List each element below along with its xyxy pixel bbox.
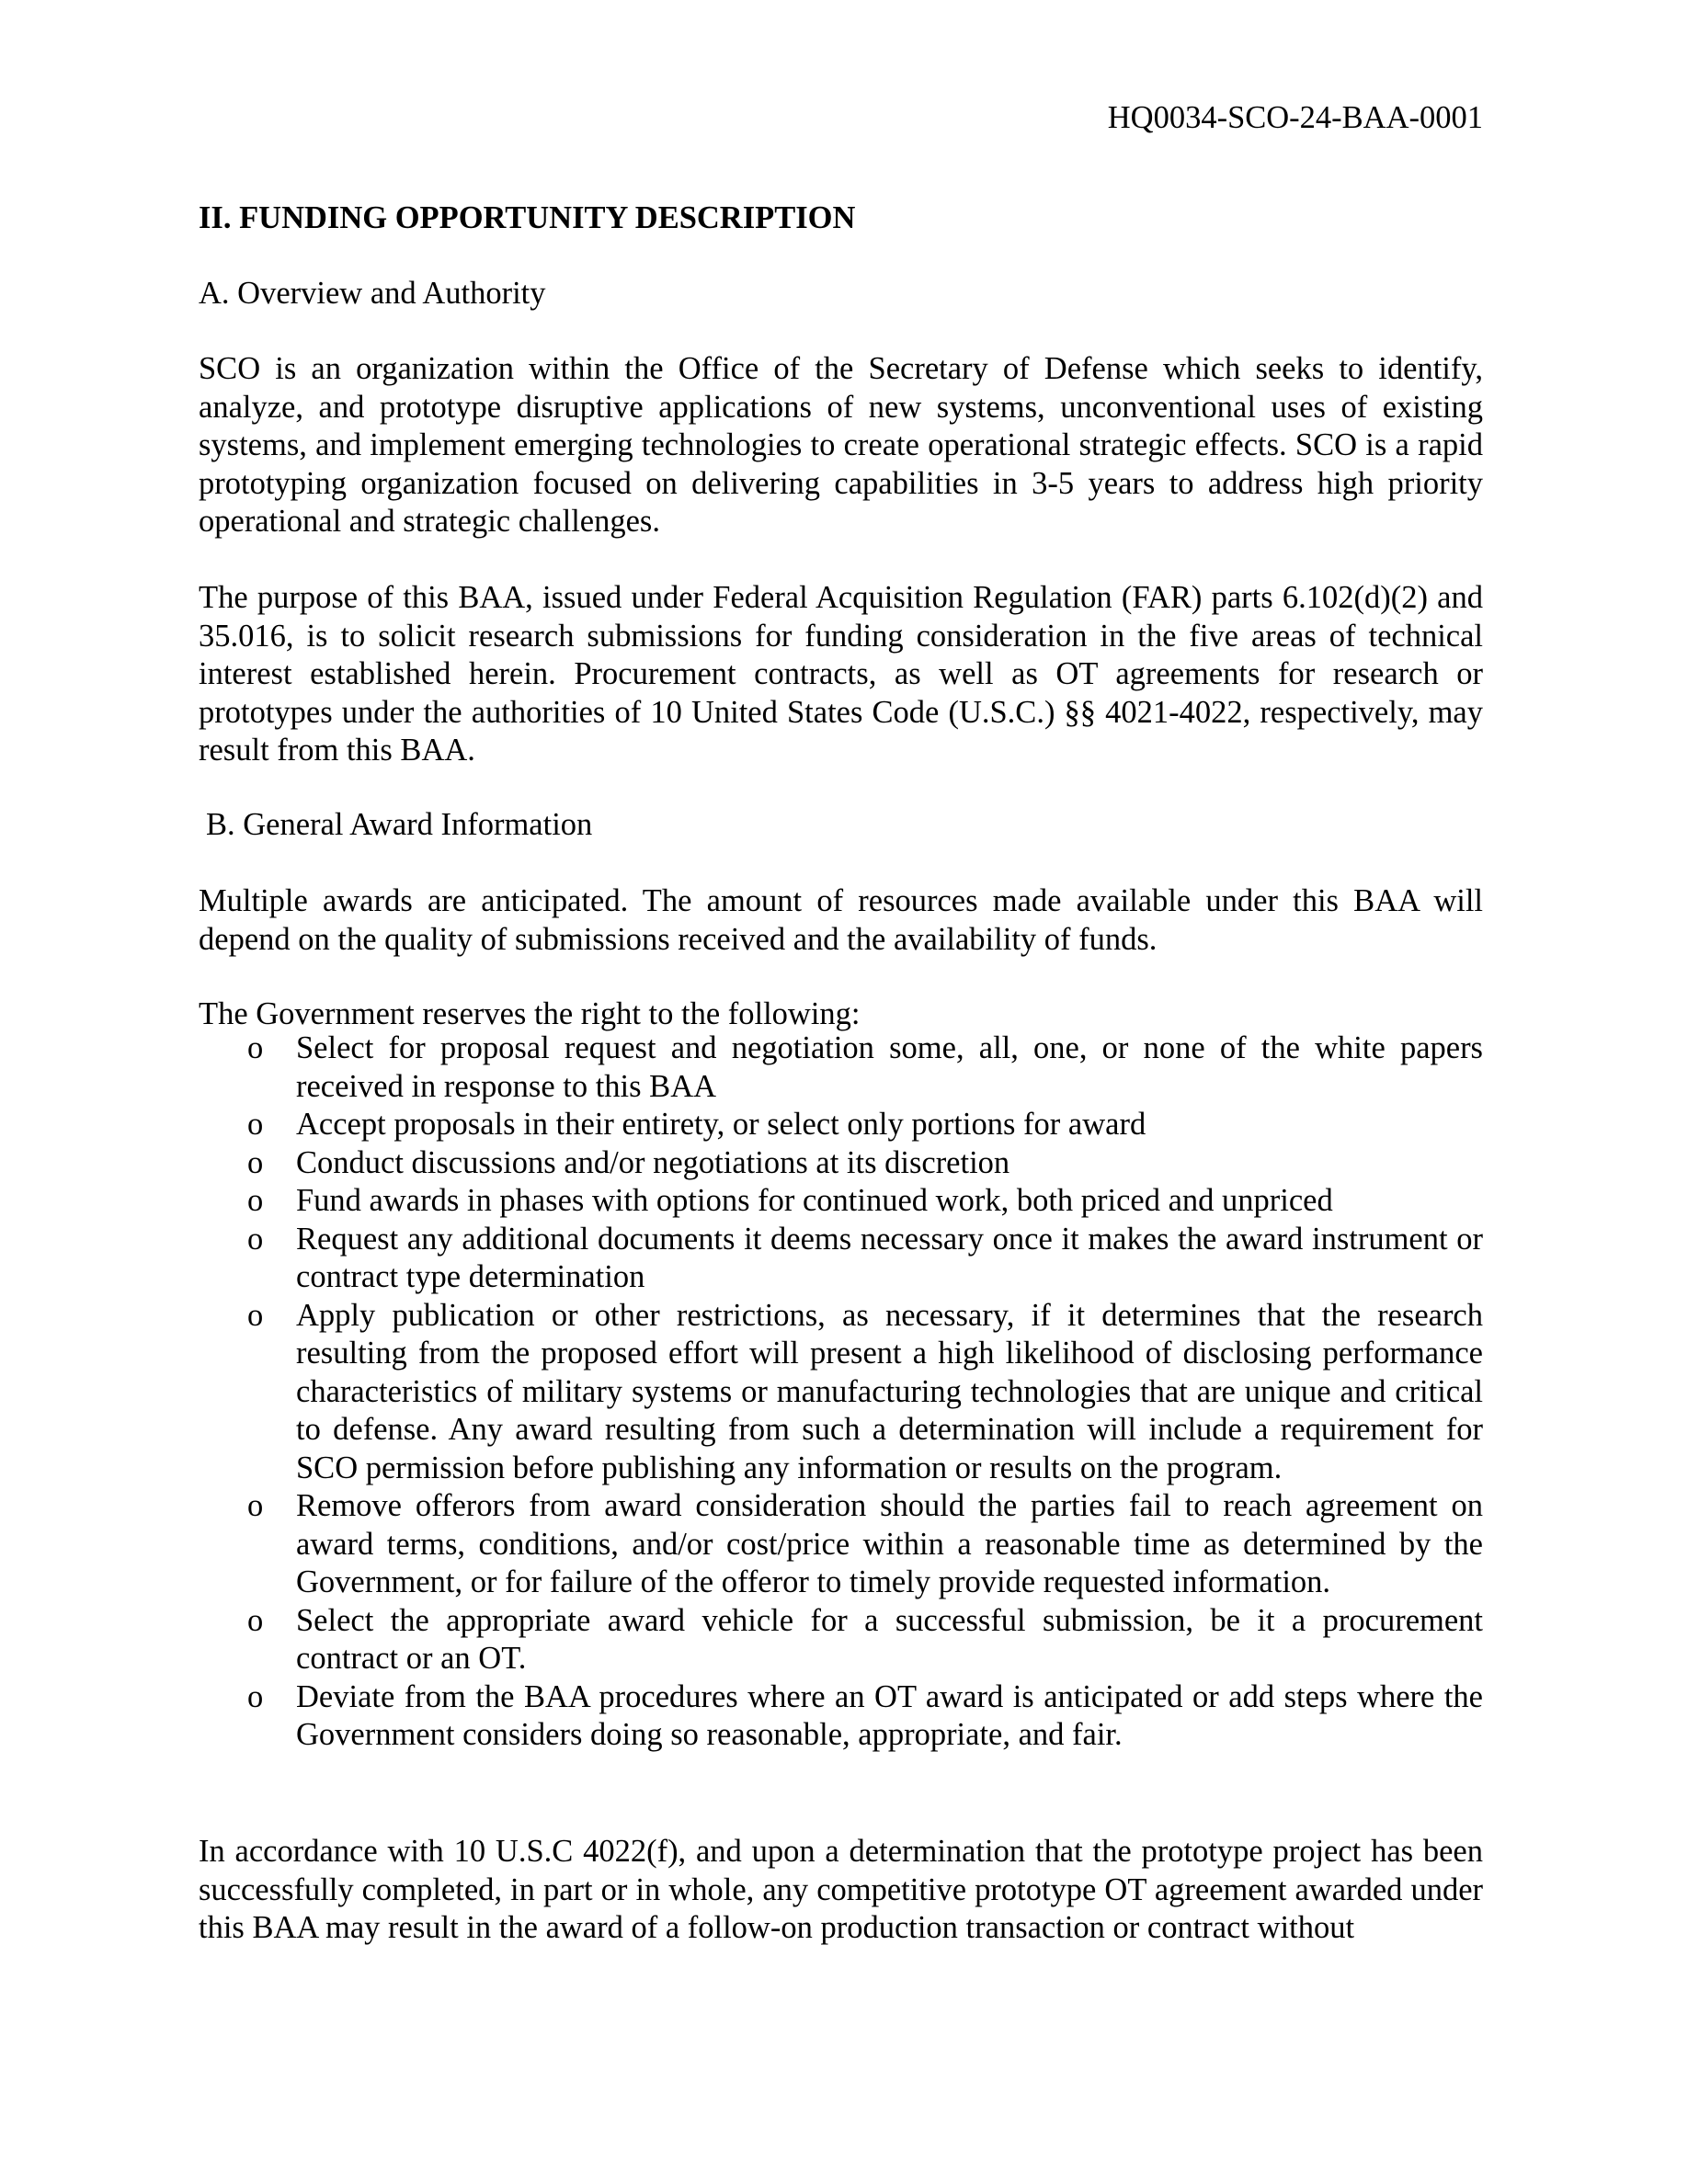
list-item — [199, 1221, 1483, 1297]
bullet-marker: o — [247, 1183, 264, 1218]
list-item-text: Remove offerors from award consideration should the parties fail to reach agreement on award terms, conditions, and/or cost/price within a reasonable time as determined by the Government, or for failure of the offeror to timely provide requested information. — [296, 1488, 1483, 1599]
list-item — [199, 1029, 1483, 1106]
list-item — [199, 1106, 1483, 1144]
list-item — [199, 1602, 1483, 1678]
list-item — [199, 1297, 1483, 1488]
bullet-marker: o — [247, 1221, 264, 1257]
list-item-text: Accept proposals in their entirety, or select only portions for award — [296, 1107, 1146, 1142]
list-item — [199, 1678, 1483, 1755]
list-item — [199, 1182, 1483, 1221]
list-item-text: Deviate from the BAA procedures where an OT award is anticipated or add steps where the Government considers doing so reasonable, appropriate, and fair. — [296, 1678, 1483, 1752]
bullet-marker: o — [247, 1488, 264, 1523]
reserves-intro: The Government reserves the right to the following: — [199, 996, 861, 1031]
award-info-paragraph: Multiple awards are anticipated. The amount of resources made available under this BAA will depend on the quality of submissions received and the availability of funds. — [199, 883, 1483, 957]
overview-paragraph-2: The purpose of this BAA, issued under Federal Acquisition Regulation (FAR) parts 6.102(d)(2) and 35.016, is to solicit research submissions for funding consideration in the five areas of technical interest established herein. Procurement contracts, as well as OT agreements for research or prototypes under the authorities of 10 United States Code (U.S.C.) §§ 4021-4022, respectively, may result from this BAA. — [199, 580, 1483, 768]
list-item — [199, 1144, 1483, 1183]
list-item-text: Request any additional documents it deems necessary once it makes the award instrument or contract type determination — [296, 1221, 1483, 1294]
closing-paragraph: In accordance with 10 U.S.C 4022(f), and upon a determination that the prototype project has been successfully completed, in part or in whole, any competitive prototype OT agreement awarded under this BAA may result in the award of a follow-on production transaction or contract without — [199, 1834, 1483, 1945]
document-id: HQ0034-SCO-24-BAA-0001 — [1107, 100, 1483, 135]
bullet-marker: o — [247, 1678, 264, 1714]
award-info-heading: B. General Award Information — [206, 807, 593, 842]
list-item-text: Select the appropriate award vehicle for a successful submission, be it a procurement contract or an OT. — [296, 1602, 1483, 1676]
list-item-text: Apply publication or other restrictions, as necessary, if it determines that the research resulting from the proposed effort will present a high likelihood of disclosing performance characteristics of military systems or manufacturing technologies that are unique and critical to defense. Any award resulting from such a determination will include a requirement for SCO permission before publishing any information or results on the program. — [296, 1297, 1483, 1485]
list-item-text: Fund awards in phases with options for continued work, both priced and unpriced — [296, 1183, 1333, 1218]
bullet-marker: o — [247, 1144, 264, 1180]
bullet-marker: o — [247, 1297, 264, 1333]
overview-heading: A. Overview and Authority — [199, 276, 546, 311]
list-item — [199, 1487, 1483, 1602]
bullet-marker: o — [247, 1030, 264, 1065]
bullet-marker: o — [247, 1107, 264, 1142]
list-item-text: Conduct discussions and/or negotiations at its discretion — [296, 1144, 1010, 1180]
reserves-list — [199, 1029, 1483, 1755]
list-item-text: Select for proposal request and negotiation some, all, one, or none of the white papers received in response to this BAA — [296, 1030, 1483, 1104]
section-title: II. FUNDING OPPORTUNITY DESCRIPTION — [199, 200, 856, 235]
overview-paragraph-1: SCO is an organization within the Office of the Secretary of Defense which seeks to identify, analyze, and prototype disruptive applications of new systems, unconventional uses of existing systems, and implement emerging technologies to create operational strategic effects. SCO is a rapid prototyping organization focused on delivering capabilities in 3-5 years to address high priority operational and strategic challenges. — [199, 351, 1483, 539]
bullet-marker: o — [247, 1602, 264, 1638]
